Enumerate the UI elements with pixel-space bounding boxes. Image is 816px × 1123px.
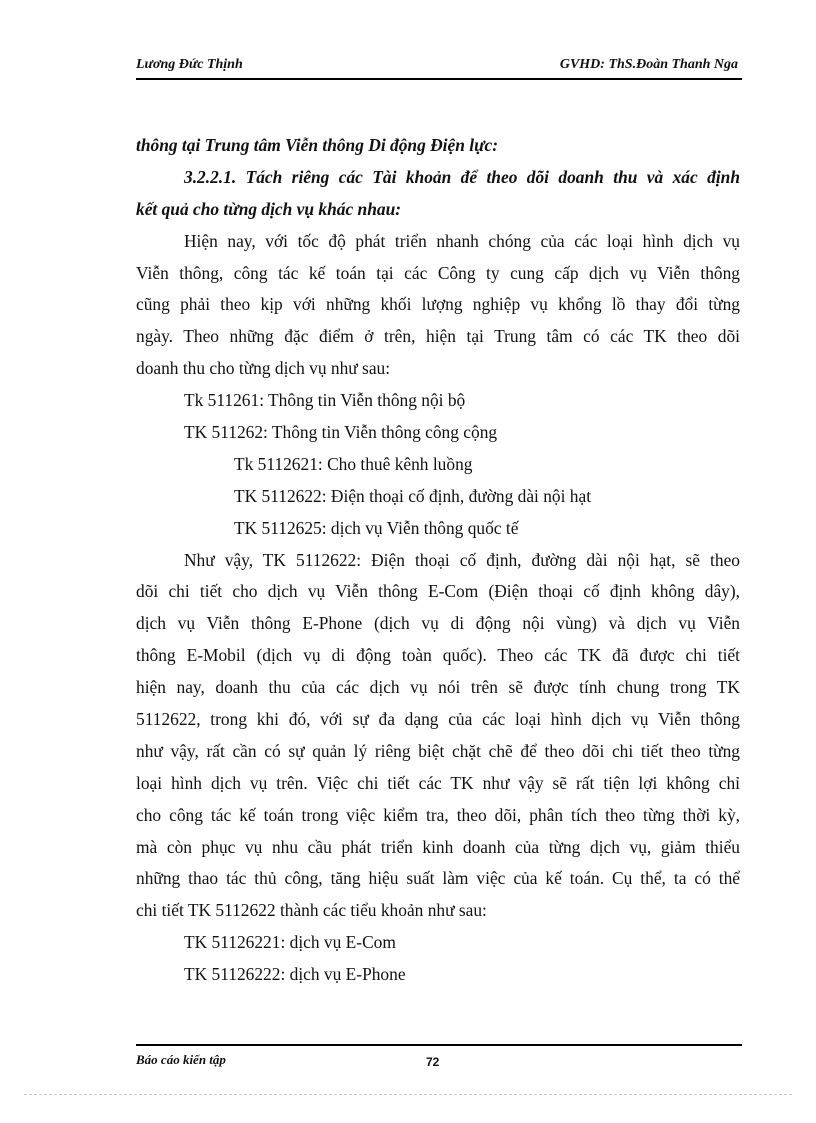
sub-account-item: TK 5112622: Điện thoại cố định, đường dài nội hạt [234, 485, 592, 506]
header-supervisor: GVHD: ThS.Đoàn Thanh Nga [559, 57, 738, 72]
paragraph-line: cũng phải theo kịp với những khối lượng nghiệp vụ khổng lồ thay đổi từng [136, 294, 740, 315]
paragraph-line: loại hình dịch vụ trên. Việc chi tiết các TK như vậy sẽ rất tiện lợi không chỉ [136, 772, 740, 793]
page-bottom-divider [24, 1094, 792, 1095]
header-author: Lương Đức Thịnh [136, 57, 243, 72]
paragraph-2 [136, 545, 740, 928]
paragraph-line: như vậy, rất cần có sự quản lý riêng biệt chặt chẽ để theo dõi chi tiết theo từng [136, 740, 740, 761]
page-header [136, 54, 742, 80]
subsection-heading-line-2: kết quả cho từng dịch vụ khác nhau: [136, 198, 402, 219]
page-number: 72 [426, 1055, 440, 1069]
paragraph-line: ngày. Theo những đặc điểm ở trên, hiện tại Trung tâm có các TK theo dõi [136, 326, 740, 347]
page-body [136, 130, 740, 991]
paragraph-line: Hiện nay, với tốc độ phát triển nhanh chóng của các loại hình dịch vụ [184, 230, 740, 251]
paragraph-line: thông E-Mobil (dịch vụ di động toàn quốc). Theo các TK đã được chi tiết [136, 645, 740, 666]
detail-account-item: TK 51126221: dịch vụ E-Com [184, 932, 396, 953]
paragraph-line: 5112622, trong khi đó, với sự đa dạng của các loại hình dịch vụ Viễn thông [136, 709, 740, 730]
account-item: Tk 511261: Thông tin Viễn thông nội bộ [184, 390, 466, 411]
paragraph-line: những thao tác thủ công, tăng hiệu suất làm việc của kế toán. Cụ thể, ta có thể [136, 868, 740, 889]
paragraph-line: hiện nay, doanh thu của các dịch vụ nói trên sẽ được tính chung trong TK [136, 677, 740, 698]
sub-account-item: Tk 5112621: Cho thuê kênh luồng [234, 453, 473, 474]
paragraph-line: mà còn phục vụ nhu cầu phát triển kinh doanh của từng dịch vụ, giảm thiểu [136, 836, 740, 857]
detail-account-item: TK 51126222: dịch vụ E-Phone [184, 964, 406, 985]
paragraph-1 [136, 226, 740, 385]
section-heading-continued: thông tại Trung tâm Viễn thông Di động Điện lực: [136, 135, 499, 155]
detail-account-list [136, 927, 740, 991]
page-footer [136, 1044, 742, 1076]
paragraph-line: doanh thu cho từng dịch vụ như sau: [136, 358, 391, 379]
paragraph-line: Viễn thông, công tác kế toán tại các Công ty cung cấp dịch vụ Viễn thông [136, 262, 740, 283]
account-list [136, 385, 740, 544]
paragraph-line: dịch vụ Viễn thông E-Phone (dịch vụ di động nội vùng) và dịch vụ Viễn [136, 613, 740, 634]
subsection-heading-line-1: 3.2.2.1. Tách riêng các Tài khoản để theo dõi doanh thu và xác định [184, 166, 740, 187]
paragraph-line: Như vậy, TK 5112622: Điện thoại cố định, đường dài nội hạt, sẽ theo [184, 549, 740, 570]
paragraph-line: cho công tác kế toán trong việc kiểm tra, theo dõi, phân tích theo từng thời kỳ, [136, 804, 740, 825]
paragraph-line: chi tiết TK 5112622 thành các tiểu khoản như sau: [136, 900, 487, 921]
sub-account-item: TK 5112625: dịch vụ Viễn thông quốc tế [234, 517, 519, 538]
paragraph-line: dõi chi tiết cho dịch vụ Viễn thông E-Com (Điện thoại cố định không dây), [136, 581, 740, 602]
account-item: TK 511262: Thông tin Viễn thông công cộng [184, 422, 498, 443]
footer-report-label: Báo cáo kiến tập [136, 1052, 226, 1067]
